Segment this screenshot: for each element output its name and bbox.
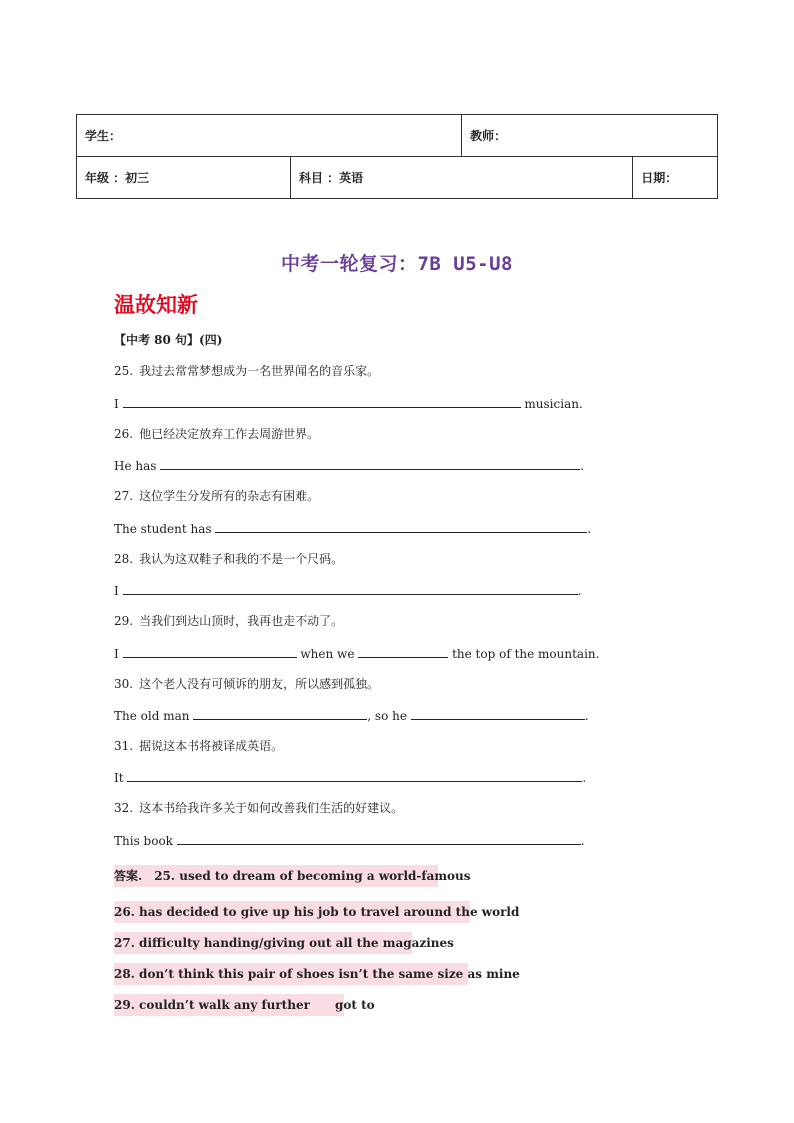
line-end: . — [580, 459, 585, 473]
teacher-cell: 教师： — [462, 115, 718, 157]
answer-line-32 — [114, 831, 585, 850]
question-text: 这位学生分发所有的杂志有困难。 — [139, 489, 320, 503]
blank[interactable] — [215, 519, 587, 533]
blank[interactable] — [123, 394, 521, 408]
question-number: 29. — [114, 614, 134, 628]
line-end: . — [587, 522, 592, 536]
question-number: 32. — [114, 801, 134, 815]
line-start: I — [114, 584, 119, 598]
line-mid: when we — [300, 647, 355, 661]
question-number: 31. — [114, 739, 134, 753]
line-end: . — [577, 584, 582, 598]
student-cell: 学生： — [77, 115, 462, 157]
line-end: musician. — [524, 397, 583, 411]
question-text: 据说这本书将被译成英语。 — [139, 739, 284, 753]
question-text: 这个老人没有可倾诉的朋友，所以感到孤独。 — [139, 677, 380, 691]
question-text: 当我们到达山顶时，我再也走不动了。 — [139, 614, 344, 628]
question-27 — [114, 487, 319, 505]
line-start: The old man — [114, 709, 190, 723]
question-number: 30. — [114, 677, 134, 691]
date-cell: 日期： — [633, 157, 718, 199]
subheading: 【中考 80 句】(四) — [114, 333, 223, 347]
answer-27: 27. difficulty handing/giving out all the magazines — [114, 932, 412, 954]
answer-line-27 — [114, 519, 591, 538]
answer-28: 28. don’t think this pair of shoes isn’t the same size as mine — [114, 963, 468, 985]
answer-line-26 — [114, 456, 584, 475]
question-28 — [114, 550, 343, 568]
question-text: 这本书给我许多关于如何改善我们生活的好建议。 — [139, 801, 404, 815]
page-title: 中考一轮复习：7B U5-U8 — [280, 253, 513, 275]
line-start: The student has — [114, 522, 212, 536]
question-25 — [114, 362, 379, 380]
blank[interactable] — [411, 706, 585, 720]
answer-line-30 — [114, 706, 589, 725]
answer-26: 26. has decided to give up his job to travel around the world — [114, 901, 470, 923]
question-number: 25. — [114, 364, 134, 378]
grade-cell: 年级 ：初三 — [77, 157, 291, 199]
question-26 — [114, 425, 319, 443]
blank[interactable] — [160, 456, 580, 470]
section-heading: 温故知新 — [114, 293, 198, 317]
answer-29: 29. couldn’t walk any further got to — [114, 994, 344, 1016]
blank[interactable] — [123, 644, 297, 658]
line-start: It — [114, 771, 124, 785]
question-29 — [114, 612, 343, 630]
question-32 — [114, 799, 403, 817]
answer-line-28 — [114, 581, 581, 600]
answer-line-31 — [114, 768, 586, 787]
answer-text: 25. used to dream of becoming a world-famous — [154, 869, 471, 883]
line-start: This book — [114, 834, 173, 848]
question-number: 28. — [114, 552, 134, 566]
answer-label: 答案. — [114, 869, 143, 883]
info-table — [76, 114, 718, 199]
blank[interactable] — [193, 706, 367, 720]
blank[interactable] — [123, 581, 578, 595]
blank[interactable] — [177, 831, 581, 845]
question-text: 我过去常常梦想成为一名世界闻名的音乐家。 — [139, 364, 380, 378]
question-31 — [114, 737, 283, 755]
blank[interactable] — [127, 768, 582, 782]
line-end: . — [584, 709, 589, 723]
line-start: He has — [114, 459, 157, 473]
question-text: 我认为这双鞋子和我的不是一个尺码。 — [139, 552, 344, 566]
line-start: I — [114, 397, 119, 411]
line-end: . — [580, 834, 585, 848]
subject-cell: 科目 ：英语 — [291, 157, 633, 199]
question-text: 他已经决定放弃工作去周游世界。 — [139, 427, 320, 441]
answer-line-25 — [114, 394, 583, 413]
question-number: 26. — [114, 427, 134, 441]
line-end: . — [582, 771, 587, 785]
line-start: I — [114, 647, 119, 661]
line-end: the top of the mountain. — [452, 647, 600, 661]
answer-25 — [114, 865, 471, 887]
question-30 — [114, 675, 379, 693]
answer-line-29 — [114, 644, 599, 663]
line-mid: , so he — [367, 709, 407, 723]
blank[interactable] — [358, 644, 448, 658]
question-number: 27. — [114, 489, 134, 503]
